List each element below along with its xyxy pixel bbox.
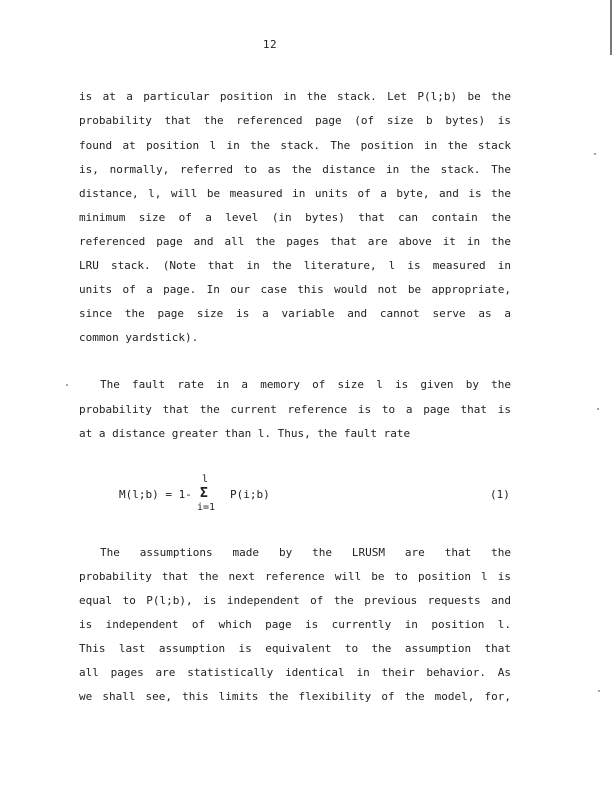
paragraph-line: The assumptions made by the LRUSM are that the — [100, 546, 511, 559]
paragraph-line: is, normally, referred to as the distance in the stack. The — [79, 163, 511, 176]
scan-speck — [598, 690, 600, 692]
paragraph-line: units of a page. In our case this would not be appropriate, — [79, 283, 511, 296]
paragraph-line: referenced page and all the pages that are above it in the — [79, 235, 511, 248]
paragraph-line: The fault rate in a memory of size l is given by the — [100, 378, 511, 391]
equation-number: (1) — [490, 488, 510, 501]
summation-sigma: Σ — [200, 486, 208, 501]
equation-rhs: P(i;b) — [230, 488, 270, 501]
paragraph-line: all pages are statistically identical in their behavior. As — [79, 666, 511, 679]
paragraph-line: LRU stack. (Note that in the literature, l is measured in — [79, 259, 511, 272]
paragraph-line: we shall see, this limits the flexibility of the model, for, — [79, 690, 511, 703]
paragraph-line: common yardstick). — [79, 331, 199, 344]
paragraph-line: at a distance greater than l. Thus, the fault rate — [79, 427, 411, 440]
paragraph-line: probability that the current reference is to a page that is — [79, 403, 511, 416]
paragraph-line: probability that the next reference will be to position l is — [79, 570, 511, 583]
paragraph-line: probability that the referenced page (of size b bytes) is — [79, 114, 511, 127]
scan-speck — [594, 153, 596, 155]
paragraph-line: minimum size of a level (in bytes) that can contain the — [79, 211, 511, 224]
paragraph-line: This last assumption is equivalent to the assumption that — [79, 642, 511, 655]
equation-lhs: M(l;b) = 1- — [119, 488, 192, 501]
summation-upper-limit: l — [202, 474, 209, 485]
page-number: 12 — [262, 38, 278, 51]
scan-speck — [597, 408, 599, 410]
paragraph-line: is at a particular position in the stack. Let P(l;b) be the — [79, 90, 511, 103]
paragraph-line: found at position l in the stack. The position in the stack — [79, 139, 511, 152]
paragraph-line: since the page size is a variable and cannot serve as a — [79, 307, 511, 320]
paragraph-line: equal to P(l;b), is independent of the previous requests and — [79, 594, 511, 607]
paragraph-line: distance, l, will be measured in units of a byte, and is the — [79, 187, 511, 200]
summation-lower-limit: i=1 — [197, 502, 216, 513]
paragraph-line: is independent of which page is currently in position l. — [79, 618, 511, 631]
scan-speck — [66, 384, 68, 386]
